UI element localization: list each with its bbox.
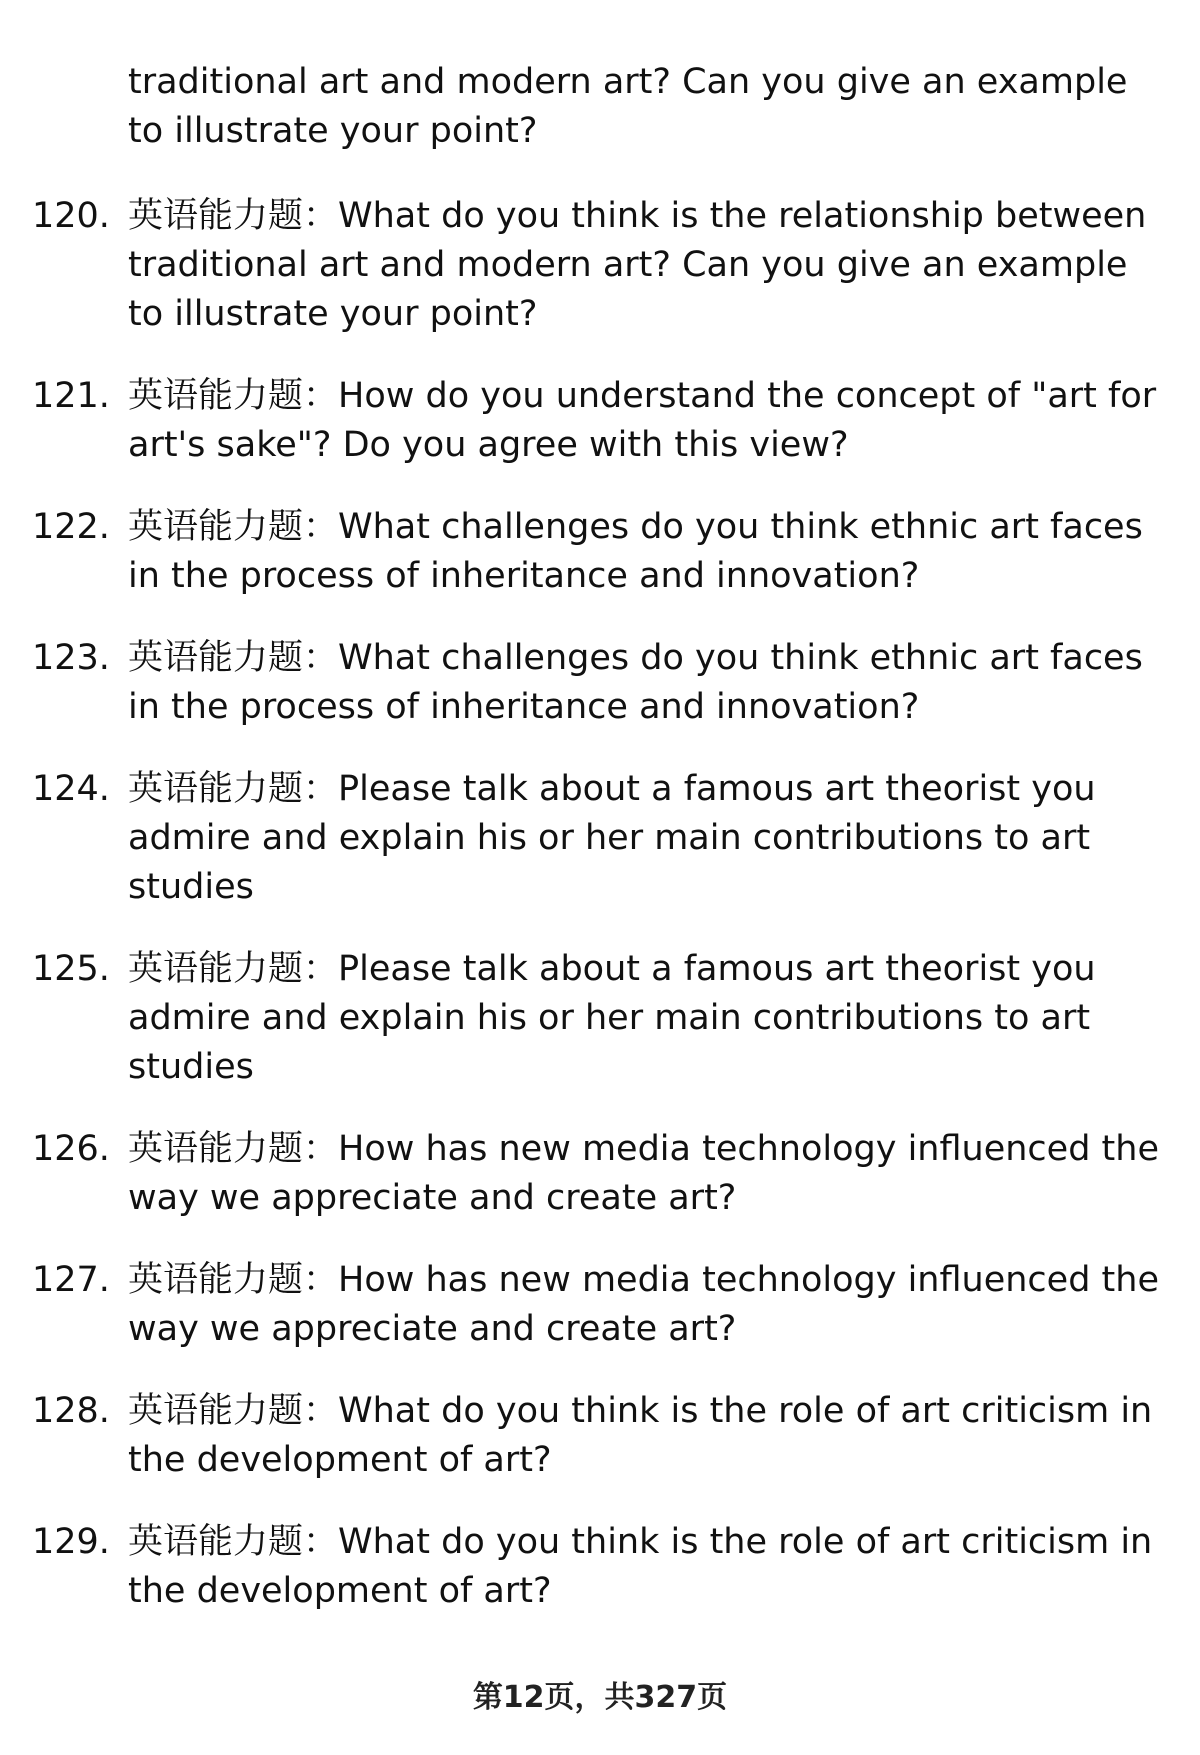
- question-number: 121.: [32, 376, 110, 416]
- question-category: 英语能力题：: [128, 769, 339, 809]
- question-category: 英语能力题：: [128, 1391, 339, 1431]
- question-item: [32, 634, 1172, 732]
- question-item: [32, 1518, 1172, 1616]
- question-item: [32, 1256, 1172, 1354]
- question-list: [32, 192, 1172, 1616]
- question-text: How do you understand the concept of "art for art's sake"? Do you agree with this view?: [128, 376, 1157, 465]
- question-category: 英语能力题：: [128, 638, 339, 678]
- question-number: 128.: [32, 1391, 110, 1431]
- question-category: 英语能力题：: [128, 1522, 339, 1562]
- question-number: 120.: [32, 196, 110, 236]
- continued-question-text: traditional art and modern art? Can you give an example to illustrate your point?: [128, 62, 1128, 151]
- question-category: 英语能力题：: [128, 1129, 339, 1169]
- question-item: [32, 1387, 1172, 1485]
- question-item: [32, 372, 1172, 470]
- question-text: What challenges do you think ethnic art faces in the process of inheritance and innovation?: [128, 638, 1143, 727]
- page-number-footer: 第12页，共327页: [472, 1680, 728, 1715]
- question-number: 126.: [32, 1129, 110, 1169]
- question-text: How has new media technology influenced the way we appreciate and create art?: [128, 1260, 1159, 1349]
- question-item: [32, 945, 1172, 1092]
- question-text: What challenges do you think ethnic art faces in the process of inheritance and innovation?: [128, 507, 1143, 596]
- question-number: 124.: [32, 769, 110, 809]
- question-text: What do you think is the role of art criticism in the development of art?: [128, 1391, 1153, 1480]
- question-item: [32, 1125, 1172, 1223]
- question-text: What do you think is the relationship between traditional art and modern art? Can you give an example to illustrate your point?: [128, 196, 1147, 334]
- question-category: 英语能力题：: [128, 507, 339, 547]
- question-category: 英语能力题：: [128, 949, 339, 989]
- question-text: Please talk about a famous art theorist you admire and explain his or her main contributions to art studies: [128, 949, 1096, 1087]
- question-text: How has new media technology influenced the way we appreciate and create art?: [128, 1129, 1159, 1218]
- question-number: 129.: [32, 1522, 110, 1562]
- question-item: [32, 503, 1172, 601]
- question-category: 英语能力题：: [128, 1260, 339, 1300]
- question-category: 英语能力题：: [128, 196, 339, 236]
- question-number: 125.: [32, 949, 110, 989]
- question-item: [32, 765, 1172, 912]
- question-item: [32, 192, 1172, 339]
- question-number: 127.: [32, 1260, 110, 1300]
- question-text: Please talk about a famous art theorist you admire and explain his or her main contributions to art studies: [128, 769, 1096, 907]
- question-number: 122.: [32, 507, 110, 547]
- question-category: 英语能力题：: [128, 376, 339, 416]
- question-text: What do you think is the role of art criticism in the development of art?: [128, 1522, 1153, 1611]
- document-body: [32, 58, 1172, 1649]
- question-number: 123.: [32, 638, 110, 678]
